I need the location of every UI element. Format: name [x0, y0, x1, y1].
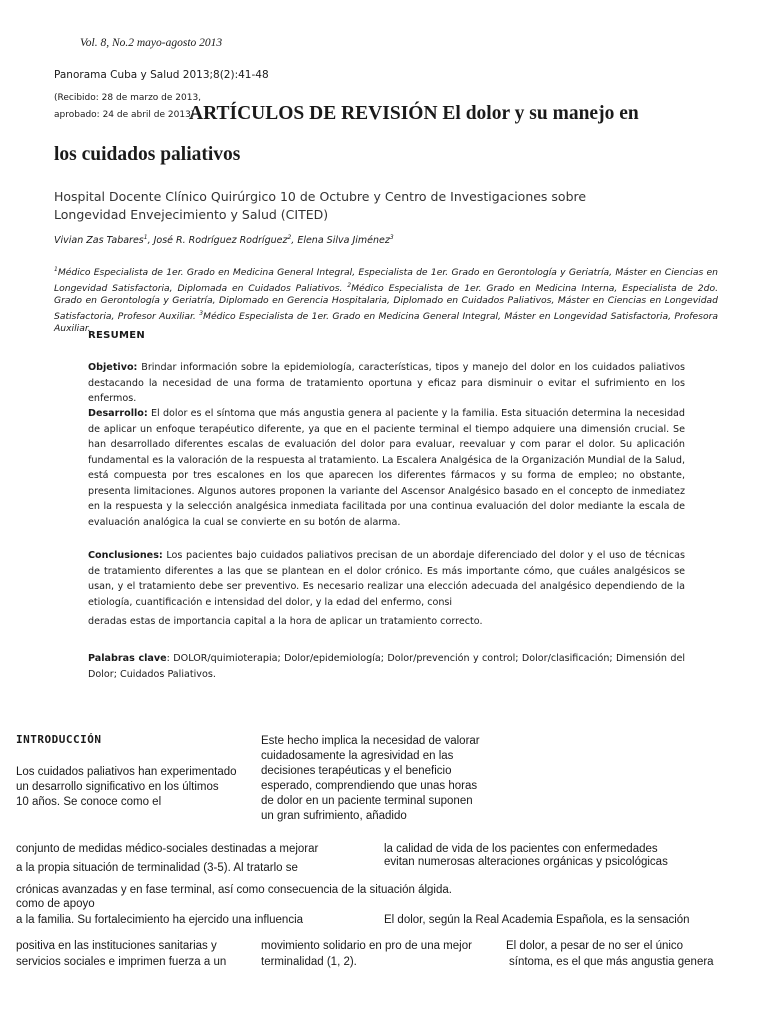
note-superscript: 2: [347, 281, 352, 289]
author-name: , Elena Silva Jiménez: [291, 235, 390, 247]
abstract-heading: RESUMEN: [88, 330, 146, 341]
objective-text: Brindar información sobre la epidemiología, características, tipos y manejo del dolor en los cuidados paliativos destacando la necesidad de una forma de tratamiento oportuna y eficaz para disminuir o evitar el sufrimiento en los enfermos.: [88, 362, 685, 404]
conclusions-text: Los pacientes bajo cuidados paliativos precisan de un abordaje diferenciado del dolor y el uso de técnicas de tratamiento diferentes a las que se plantean en el dolor crónico. Es más importante cómo, que cuáles analgésicos se usan, y el tratamiento debe ser preventivo. Es necesario realizar una elección adecuada del analgésico dependiendo de la etiología, cuantificación e intensidad del dolor, y la edad del enfermo, consi: [88, 550, 685, 608]
abstract-objective: [88, 360, 685, 407]
approved-date: aprobado: 24 de abril de 2013): [54, 110, 195, 120]
intro-fragment: crónicas avanzadas y en fase terminal, así como consecuencia de la situación álgida.: [16, 884, 452, 896]
intro-fragment: servicios sociales e imprimen fuerza a un: [16, 956, 227, 968]
conclusions-label: Conclusiones:: [88, 550, 163, 561]
intro-mid-line: decisiones terapéuticas y el beneficio: [261, 765, 452, 777]
intro-fragment: la calidad de vida de los pacientes con enfermedades: [384, 843, 658, 855]
article-title-line-2: los cuidados paliativos: [54, 144, 241, 165]
author-list: [54, 234, 394, 246]
intro-mid-line: de dolor en un paciente terminal suponen: [261, 795, 473, 807]
intro-fragment: síntoma, es el que más angustia genera: [509, 956, 714, 968]
note-superscript: 3: [199, 309, 204, 317]
author-superscript: 1: [143, 234, 148, 241]
author-superscript: 2: [287, 234, 292, 241]
intro-fragment: como de apoyo: [16, 898, 95, 910]
affiliation-line-1: Hospital Docente Clínico Quirúrgico 10 de Octubre y Centro de Investigaciones sobre: [54, 189, 587, 204]
affiliation-line-2: Longevidad Envejecimiento y Salud (CITED): [54, 207, 329, 222]
received-date: (Recibido: 28 de marzo de 2013,: [54, 93, 202, 103]
intro-left-line: un desarrollo significativo en los últimos: [16, 781, 219, 793]
affiliation: [54, 188, 586, 224]
note-superscript: 1: [54, 266, 58, 273]
author-superscript: 3: [389, 234, 394, 241]
author-note-3: Médico Especialista de 1er. Grado en Medicina General Integral, Máster en Longevidad Satisfactoria, Profesora Auxiliar.: [54, 310, 718, 335]
intro-fragment: evitan numerosas alteraciones orgánicas y psicológicas: [384, 856, 668, 868]
journal-citation: Panorama Cuba y Salud 2013;8(2):41-48: [54, 69, 269, 81]
intro-fragment: terminalidad (1, 2).: [261, 956, 357, 968]
author-note-1: Médico Especialista de 1er. Grado en Medicina General Integral, Especialista de 1er. Grado en Gerontología y Geriatría, Máster en Ciencias en Longevidad Satisfactoria, Diplomada en Cuidados Paliativos.: [54, 267, 718, 294]
abstract-development: [88, 406, 685, 530]
intro-fragment: a la propia situación de terminalidad (3-5). Al tratarlo se: [16, 862, 298, 874]
keywords: [88, 651, 685, 682]
abstract-conclusions-tail: deradas estas de importancia capital a la hora de aplicar un tratamiento correcto.: [88, 616, 483, 627]
article-title-line-1: ARTÍCULOS DE REVISIÓN El dolor y su manejo en: [189, 103, 639, 124]
intro-mid-line: cuidadosamente la agresividad en las: [261, 750, 454, 762]
author-notes: [54, 264, 718, 336]
intro-fragment: a la familia. Su fortalecimiento ha ejercido una influencia: [16, 914, 304, 926]
intro-fragment: conjunto de medidas médico-sociales destinadas a mejorar: [16, 843, 319, 855]
keywords-text: : DOLOR/quimioterapia; Dolor/epidemiología; Dolor/prevención y control; Dolor/clasificación; Dimensión del Dolor; Cuidados Paliativos.: [88, 653, 686, 680]
author-name: , José R. Rodríguez Rodríguez: [147, 235, 288, 247]
objective-label: Objetivo:: [88, 362, 138, 373]
intro-mid-line: Este hecho implica la necesidad de valorar: [261, 735, 480, 747]
intro-fragment: movimiento solidario en pro de una mejor: [261, 940, 472, 952]
introduction-heading: INTRODUCCIÓN: [16, 733, 102, 746]
abstract-conclusions: [88, 548, 685, 610]
intro-mid-line: un gran sufrimiento, añadido: [261, 810, 407, 822]
intro-left-line: Los cuidados paliativos han experimentado: [16, 766, 237, 778]
intro-fragment: positiva en las instituciones sanitarias y: [16, 940, 217, 952]
development-text: El dolor es el síntoma que más angustia genera al paciente y la familia. Esta situación determina la necesidad de aplicar un enfoque terapéutico diferente, ya que en el paciente terminal el tiempo adquiere una dimensión crucial. Se han desarrollado diferentes escalas de evaluación del dolor para evaluar, reevaluar y com parar el dolor. Su aplicación fundamental es la valoración de la respuesta al tratamiento. La Escalera Analgésica de la Organización Mundial de la Salud, está compuesta por tres escalones en los que aparecen los diferentes fármacos y su forma de empleo; no obstante, presenta limitaciones. Algunos autores proponen la variante del Ascensor Analgésico basado en el concepto de inmediatez en la respuesta y la selección analgésica inmediata facilitada por una continua evaluación del dolor mediante la escala de evaluación analógica la cual se convierte en su botón de alarma.: [88, 408, 685, 528]
author-name: Vivian Zas Tabares: [54, 235, 144, 247]
intro-mid-line: esperado, comprendiendo que unas horas: [261, 780, 478, 792]
journal-volume-line: Vol. 8, No.2 mayo-agosto 2013: [80, 37, 223, 49]
author-note-2: Médico Especialista de 1er. Grado en Medicina Interna, Especialista de 2do. Grado en Gerontología y Geriatría, Diplomado en Gerencia Hospitalaria, Diplomado en Cuidados Paliativos, Máster en Ciencias en Longevidad Satisfactoria, Profesor Auxiliar.: [54, 282, 718, 322]
keywords-label: Palabras clave: [88, 653, 167, 664]
development-label: Desarrollo:: [88, 408, 148, 419]
intro-fragment: El dolor, según la Real Academia Española, es la sensación: [384, 914, 690, 926]
intro-left-line: 10 años. Se conoce como el: [16, 796, 162, 808]
intro-fragment: El dolor, a pesar de no ser el único: [506, 940, 684, 952]
